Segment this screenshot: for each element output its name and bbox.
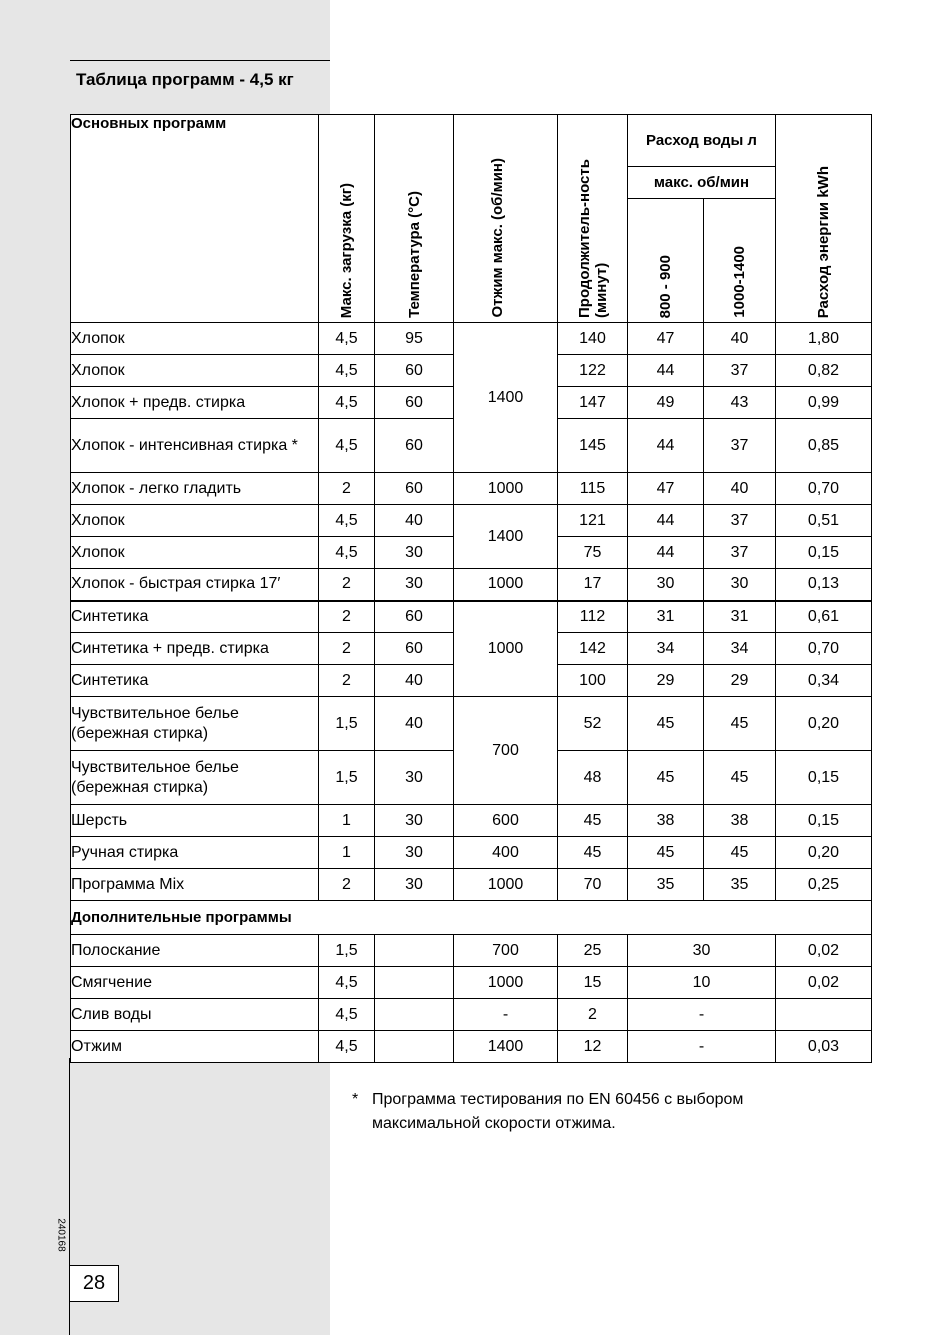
load-cell: 4,5: [319, 355, 375, 387]
duration-cell: 147: [558, 387, 628, 419]
program-name: Хлопок - быстрая стирка 17′: [71, 569, 319, 601]
table-row: [71, 967, 872, 999]
document-code: 240168: [55, 1218, 67, 1252]
program-name: Синтетика + предв. стирка: [71, 633, 319, 665]
page-title: Таблица программ - 4,5 кг: [76, 70, 294, 89]
water-cell: -: [628, 999, 776, 1031]
page-number: 28: [69, 1265, 119, 1302]
energy-cell: 0,15: [776, 805, 872, 837]
spin-cell: 600: [454, 805, 558, 837]
water-1000-cell: 40: [704, 473, 776, 505]
temp-cell: [375, 1031, 454, 1063]
table-row: [71, 323, 872, 355]
duration-cell: 12: [558, 1031, 628, 1063]
temp-cell: 40: [375, 697, 454, 751]
table-row: [71, 601, 872, 633]
load-cell: 2: [319, 569, 375, 601]
energy-cell: 0,70: [776, 633, 872, 665]
program-name: Отжим: [71, 1031, 319, 1063]
energy-cell: 0,51: [776, 505, 872, 537]
header-program: Основных программ: [71, 115, 319, 323]
water-800-cell: 47: [628, 473, 704, 505]
load-cell: 4,5: [319, 387, 375, 419]
energy-cell: 0,34: [776, 665, 872, 697]
water-1000-cell: 35: [704, 869, 776, 901]
program-name: Хлопок + предв. стирка: [71, 387, 319, 419]
load-cell: 4,5: [319, 505, 375, 537]
program-name: Полоскание: [71, 935, 319, 967]
energy-cell: 0,99: [776, 387, 872, 419]
table-row: [71, 473, 872, 505]
energy-cell: 0,02: [776, 967, 872, 999]
temp-cell: 60: [375, 473, 454, 505]
table-row: [71, 505, 872, 537]
water-800-cell: 44: [628, 355, 704, 387]
spin-cell: -: [454, 999, 558, 1031]
water-800-cell: 45: [628, 837, 704, 869]
temp-cell: 60: [375, 355, 454, 387]
duration-cell: 112: [558, 601, 628, 633]
duration-cell: 45: [558, 837, 628, 869]
title-rule: [70, 60, 330, 61]
duration-cell: 70: [558, 869, 628, 901]
water-800-cell: 44: [628, 505, 704, 537]
load-cell: 1: [319, 805, 375, 837]
header-rpm-800-900: 800 - 900: [628, 198, 704, 322]
duration-cell: 145: [558, 419, 628, 473]
water-800-cell: 49: [628, 387, 704, 419]
header-max-rpm: макс. об/мин: [628, 167, 776, 199]
water-800-cell: 29: [628, 665, 704, 697]
spin-cell: 700: [454, 697, 558, 805]
duration-cell: 45: [558, 805, 628, 837]
temp-cell: [375, 999, 454, 1031]
energy-cell: 0,20: [776, 837, 872, 869]
footnote-marker: *: [352, 1091, 359, 1108]
program-name: Хлопок - легко гладить: [71, 473, 319, 505]
program-name: Хлопок: [71, 355, 319, 387]
water-1000-cell: 34: [704, 633, 776, 665]
energy-cell: 0,15: [776, 537, 872, 569]
duration-cell: 52: [558, 697, 628, 751]
energy-cell: 0,85: [776, 419, 872, 473]
header-energy: Расход энергии kWh: [776, 115, 872, 323]
program-name: Ручная стирка: [71, 837, 319, 869]
load-cell: 2: [319, 473, 375, 505]
header-water: Расход воды л: [628, 115, 776, 167]
load-cell: 1,5: [319, 935, 375, 967]
water-800-cell: 44: [628, 537, 704, 569]
water-1000-cell: 29: [704, 665, 776, 697]
footnote-text: Программа тестирования по EN 60456 с выбором максимальной скорости отжима.: [372, 1091, 744, 1132]
water-800-cell: 44: [628, 419, 704, 473]
load-cell: 2: [319, 601, 375, 633]
temp-cell: 30: [375, 569, 454, 601]
program-name: Хлопок: [71, 323, 319, 355]
duration-cell: 140: [558, 323, 628, 355]
load-cell: 2: [319, 665, 375, 697]
water-1000-cell: 37: [704, 505, 776, 537]
table-row: [71, 999, 872, 1031]
energy-cell: 0,13: [776, 569, 872, 601]
header-load: Макс. загрузка (кг): [319, 115, 375, 323]
program-name: Хлопок: [71, 505, 319, 537]
header-duration: Продолжитель-ность (минут): [558, 115, 628, 323]
energy-cell: 0,02: [776, 935, 872, 967]
water-1000-cell: 45: [704, 837, 776, 869]
spin-cell: 400: [454, 837, 558, 869]
program-name: Хлопок: [71, 537, 319, 569]
load-cell: 2: [319, 633, 375, 665]
load-cell: 4,5: [319, 419, 375, 473]
header-spin: Отжим макс. (об/мин): [454, 115, 558, 323]
energy-cell: 0,20: [776, 697, 872, 751]
spin-cell: 1000: [454, 967, 558, 999]
water-1000-cell: 37: [704, 537, 776, 569]
water-800-cell: 31: [628, 601, 704, 633]
water-cell: -: [628, 1031, 776, 1063]
water-1000-cell: 40: [704, 323, 776, 355]
program-name: Синтетика: [71, 601, 319, 633]
water-cell: 30: [628, 935, 776, 967]
energy-cell: 1,80: [776, 323, 872, 355]
spin-cell: 1400: [454, 1031, 558, 1063]
table-row: [71, 837, 872, 869]
program-name: Чувствительное белье (бережная стирка): [71, 697, 319, 751]
load-cell: 4,5: [319, 323, 375, 355]
load-cell: 4,5: [319, 1031, 375, 1063]
table-row: [71, 869, 872, 901]
spin-cell: 700: [454, 935, 558, 967]
table-row: [71, 569, 872, 601]
temp-cell: 40: [375, 505, 454, 537]
temp-cell: 60: [375, 633, 454, 665]
table-row: [71, 697, 872, 751]
duration-cell: 48: [558, 751, 628, 805]
water-1000-cell: 30: [704, 569, 776, 601]
section-title-additional: Дополнительные программы: [71, 901, 872, 935]
header-temperature: Температура (°С): [375, 115, 454, 323]
water-800-cell: 34: [628, 633, 704, 665]
temp-cell: 30: [375, 751, 454, 805]
table-row: [71, 935, 872, 967]
program-name: Шерсть: [71, 805, 319, 837]
water-1000-cell: 37: [704, 419, 776, 473]
energy-cell: 0,15: [776, 751, 872, 805]
spin-cell: 1400: [454, 323, 558, 473]
temp-cell: 60: [375, 419, 454, 473]
table-row: [71, 805, 872, 837]
temp-cell: 40: [375, 665, 454, 697]
energy-cell: 0,82: [776, 355, 872, 387]
duration-cell: 121: [558, 505, 628, 537]
water-1000-cell: 43: [704, 387, 776, 419]
load-cell: 1,5: [319, 697, 375, 751]
load-cell: 4,5: [319, 537, 375, 569]
energy-cell: [776, 999, 872, 1031]
duration-cell: 142: [558, 633, 628, 665]
header-rpm-1000-1400: 1000-1400: [704, 198, 776, 322]
spin-cell: 1000: [454, 569, 558, 601]
program-name: Программа Mix: [71, 869, 319, 901]
duration-cell: 15: [558, 967, 628, 999]
duration-cell: 115: [558, 473, 628, 505]
water-1000-cell: 37: [704, 355, 776, 387]
temp-cell: 30: [375, 837, 454, 869]
temp-cell: 30: [375, 869, 454, 901]
temp-cell: [375, 935, 454, 967]
water-1000-cell: 45: [704, 697, 776, 751]
program-name: Слив воды: [71, 999, 319, 1031]
load-cell: 4,5: [319, 967, 375, 999]
water-1000-cell: 31: [704, 601, 776, 633]
duration-cell: 25: [558, 935, 628, 967]
duration-cell: 2: [558, 999, 628, 1031]
temp-cell: 60: [375, 601, 454, 633]
water-800-cell: 45: [628, 697, 704, 751]
energy-cell: 0,03: [776, 1031, 872, 1063]
duration-cell: 122: [558, 355, 628, 387]
spin-cell: 1000: [454, 473, 558, 505]
load-cell: 1,5: [319, 751, 375, 805]
load-cell: 4,5: [319, 999, 375, 1031]
program-name: Смягчение: [71, 967, 319, 999]
water-800-cell: 45: [628, 751, 704, 805]
spin-cell: 1000: [454, 869, 558, 901]
duration-cell: 100: [558, 665, 628, 697]
duration-cell: 17: [558, 569, 628, 601]
duration-cell: 75: [558, 537, 628, 569]
water-1000-cell: 45: [704, 751, 776, 805]
table-row: [71, 1031, 872, 1063]
temp-cell: 95: [375, 323, 454, 355]
program-name: Чувствительное белье (бережная стирка): [71, 751, 319, 805]
water-800-cell: 47: [628, 323, 704, 355]
temp-cell: 60: [375, 387, 454, 419]
temp-cell: [375, 967, 454, 999]
water-800-cell: 30: [628, 569, 704, 601]
load-cell: 1: [319, 837, 375, 869]
energy-cell: 0,61: [776, 601, 872, 633]
section-row: [71, 901, 872, 935]
water-cell: 10: [628, 967, 776, 999]
footnote: [352, 1088, 812, 1136]
water-800-cell: 35: [628, 869, 704, 901]
program-table: [70, 114, 872, 1063]
energy-cell: 0,70: [776, 473, 872, 505]
load-cell: 2: [319, 869, 375, 901]
spin-cell: 1400: [454, 505, 558, 569]
spin-cell: 1000: [454, 601, 558, 697]
temp-cell: 30: [375, 537, 454, 569]
program-name: Синтетика: [71, 665, 319, 697]
water-1000-cell: 38: [704, 805, 776, 837]
program-name: Хлопок - интенсивная стирка *: [71, 419, 319, 473]
energy-cell: 0,25: [776, 869, 872, 901]
temp-cell: 30: [375, 805, 454, 837]
water-800-cell: 38: [628, 805, 704, 837]
